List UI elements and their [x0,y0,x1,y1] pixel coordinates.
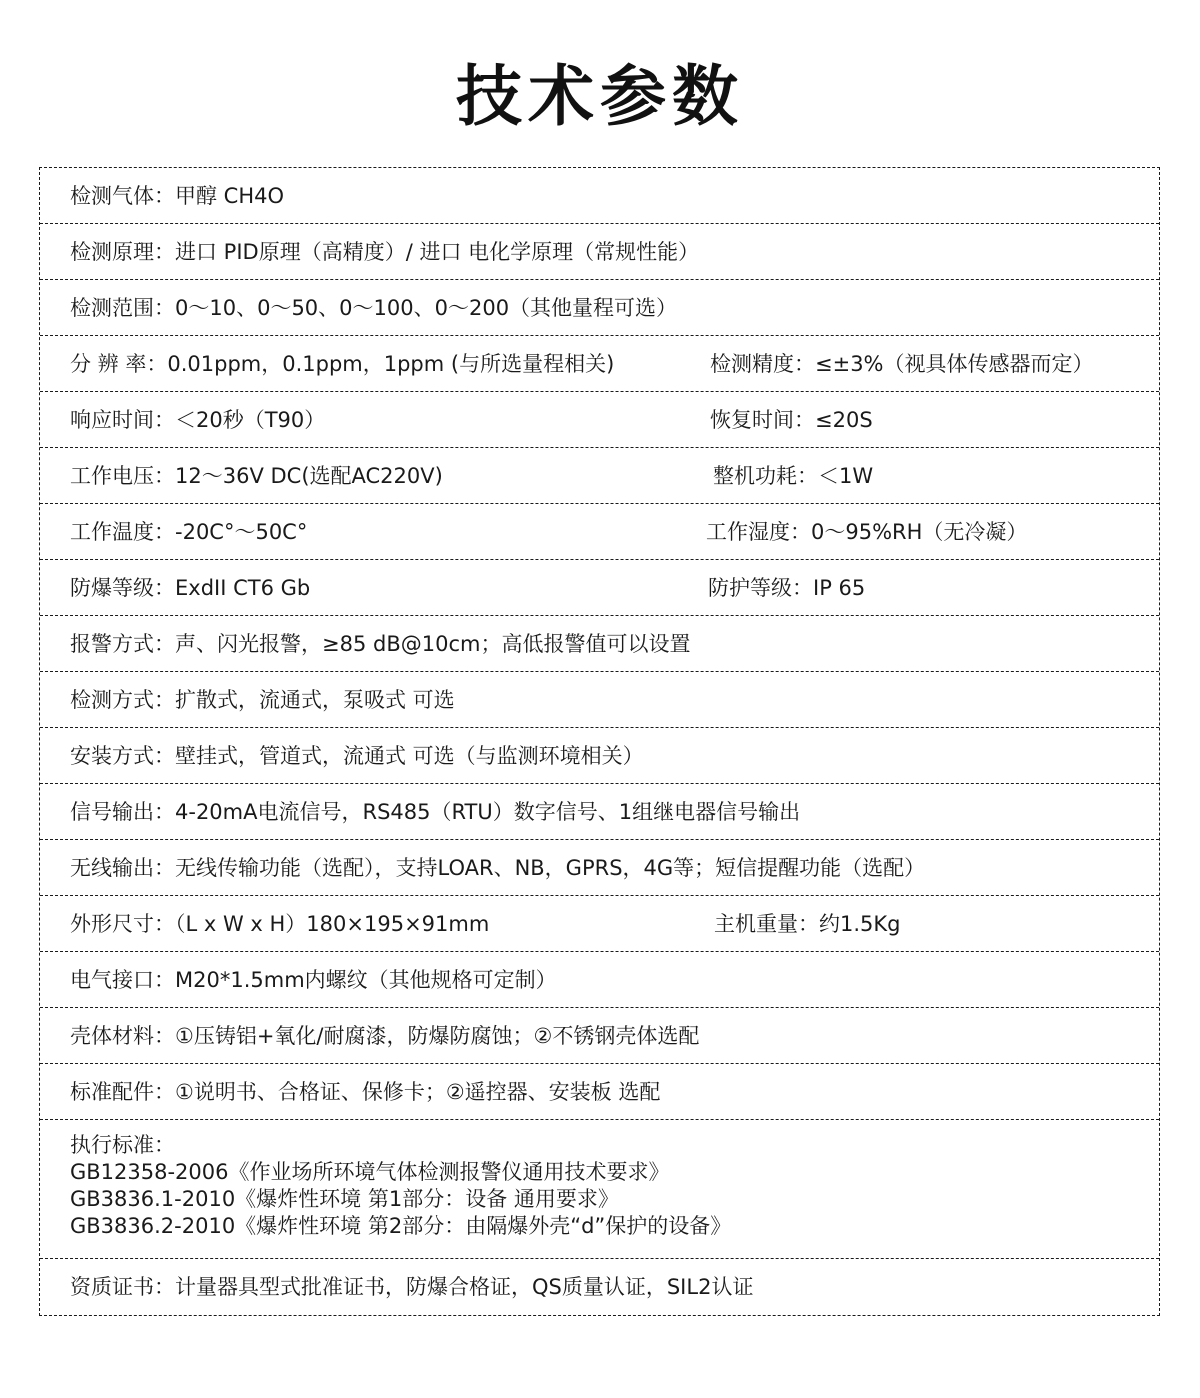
spec-response-time: 响应时间：＜20秒（T90） [70,408,326,432]
spec-weight: 主机重量：约1.5Kg [714,912,901,936]
spec-signal-output: 信号输出：4-20mA电流信号，RS485（RTU）数字信号、1组继电器信号输出 [70,800,801,824]
spec-row-detected-gas [40,168,1159,224]
spec-housing-material: 壳体材料：①压铸铝+氧化/耐腐漆，防爆防腐蚀；②不锈钢壳体选配 [70,1024,700,1048]
spec-row-detection-mode [40,672,1159,728]
spec-power-consumption: 整机功耗：＜1W [713,464,874,488]
spec-certificates: 资质证书：计量器具型式批准证书，防爆合格证，QS质量认证，SIL2认证 [70,1275,754,1299]
spec-row-certificates [40,1259,1159,1315]
standards-heading: 执行标准： [70,1133,175,1157]
spec-detection-range: 检测范围：0～10、0～50、0～100、0～200（其他量程可选） [70,296,678,320]
spec-row-housing-material [40,1008,1159,1064]
spec-detected-gas: 检测气体：甲醇 CH4O [70,184,285,208]
spec-alarm-mode: 报警方式：声、闪光报警，≥85 dB@10cm；高低报警值可以设置 [70,632,691,656]
spec-row-dimensions [40,896,1159,952]
spec-row-alarm-mode [40,616,1159,672]
spec-recovery-time: 恢复时间：≤20S [710,408,873,432]
spec-row-temperature [40,504,1159,560]
spec-explosion-proof-grade: 防爆等级：ExdII CT6 Gb [70,576,311,600]
spec-row-installation [40,728,1159,784]
spec-protection-grade: 防护等级：IP 65 [708,576,866,600]
spec-detection-principle: 检测原理：进口 PID原理（高精度）/ 进口 电化学原理（常规性能） [70,240,700,264]
spec-row-signal-output [40,784,1159,840]
spec-row-explosion-proof [40,560,1159,616]
spec-row-wireless-output [40,840,1159,896]
spec-row-electrical-interface [40,952,1159,1008]
spec-row-response-time [40,392,1159,448]
spec-working-humidity: 工作湿度：0～95%RH（无冷凝） [706,520,1028,544]
spec-row-detection-range [40,280,1159,336]
spec-row-standard-accessories [40,1064,1159,1120]
standard-item: GB3836.2-2010《爆炸性环境 第2部分：由隔爆外壳“d”保护的设备》 [70,1214,732,1238]
spec-table [39,167,1160,1316]
spec-standard-accessories: 标准配件：①说明书、合格证、保修卡；②遥控器、安装板 选配 [70,1080,661,1104]
standards-block [70,1132,731,1240]
standard-item: GB3836.1-2010《爆炸性环境 第1部分：设备 通用要求》 [70,1187,619,1211]
spec-accuracy: 检测精度：≤±3%（视具体传感器而定） [710,352,1094,376]
spec-electrical-interface: 电气接口：M20*1.5mm内螺纹（其他规格可定制） [70,968,557,992]
spec-installation-mode: 安装方式：壁挂式，管道式，流通式 可选（与监测环境相关） [70,744,644,768]
spec-dimensions: 外形尺寸：（L x W x H）180×195×91mm [70,912,490,936]
spec-wireless-output: 无线输出：无线传输功能（选配），支持LOAR、NB，GPRS，4G等；短信提醒功能（选配） [70,856,926,880]
spec-working-temperature: 工作温度：-20C°～50C° [70,520,308,544]
spec-resolution: 分 辨 率：0.01ppm，0.1ppm，1ppm (与所选量程相关) [70,352,615,376]
page-title: 技术参数 [456,58,744,135]
spec-row-resolution [40,336,1159,392]
spec-detection-mode: 检测方式：扩散式，流通式，泵吸式 可选 [70,688,455,712]
spec-working-voltage: 工作电压：12～36V DC(选配AC220V) [70,464,443,488]
spec-row-detection-principle [40,224,1159,280]
spec-row-voltage [40,448,1159,504]
spec-row-standards [40,1120,1159,1259]
standard-item: GB12358-2006《作业场所环境气体检测报警仪通用技术要求》 [70,1160,670,1184]
